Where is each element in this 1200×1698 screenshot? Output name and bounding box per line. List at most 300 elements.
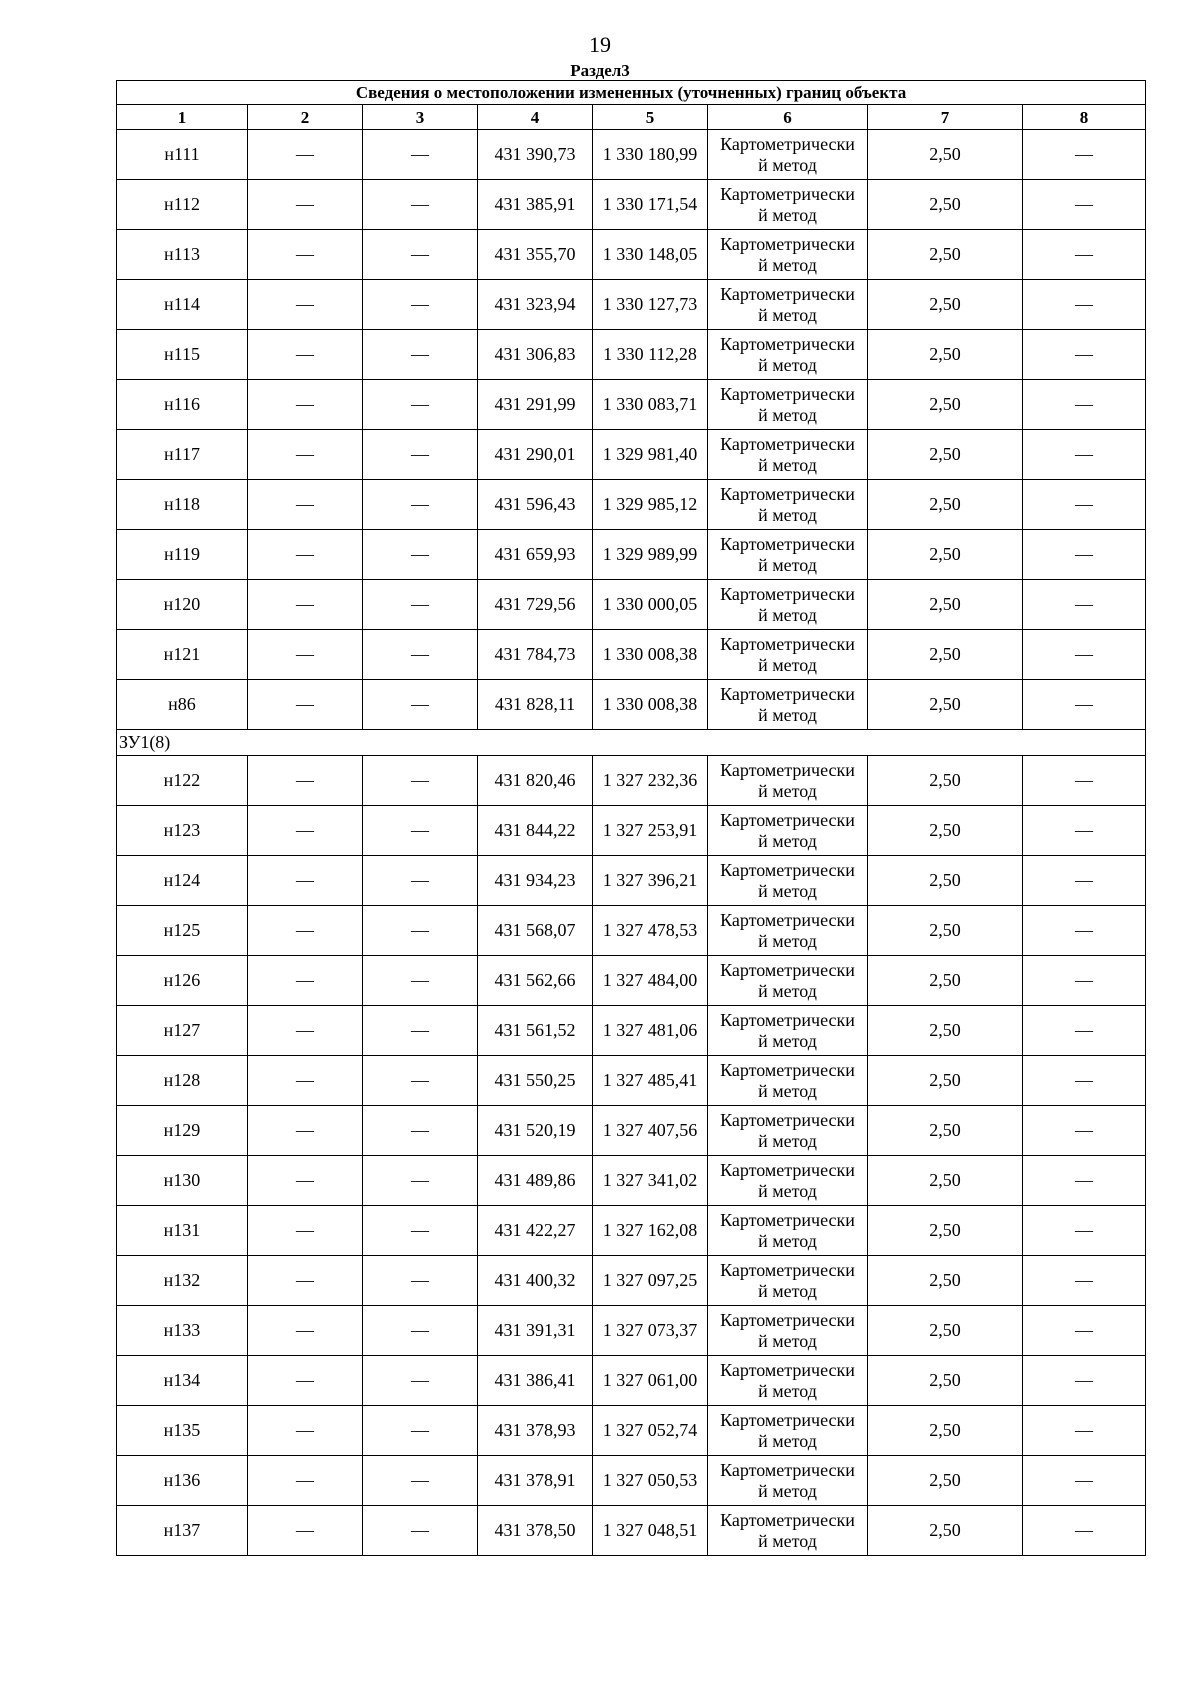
method-text-line1: Картометрически: [720, 1459, 855, 1480]
method-text-line2: й метод: [758, 1230, 817, 1251]
y-coordinate-cell: 1 327 485,41: [593, 1056, 708, 1106]
column-2-cell: —: [248, 530, 363, 580]
accuracy-cell: 2,50: [868, 1406, 1023, 1456]
column-3-cell: —: [363, 130, 478, 180]
table-row: [117, 1106, 1146, 1156]
boundary-points-table: [116, 80, 1146, 1556]
column-2-cell: —: [248, 806, 363, 856]
table-row: [117, 380, 1146, 430]
method-text-line1: Картометрически: [720, 1359, 855, 1380]
column-8-cell: —: [1023, 1256, 1146, 1306]
column-2-cell: —: [248, 756, 363, 806]
table-row: [117, 530, 1146, 580]
column-number: 5: [593, 105, 708, 130]
table-row: [117, 856, 1146, 906]
method-text-line1: Картометрически: [720, 533, 855, 554]
x-coordinate-cell: 431 400,32: [478, 1256, 593, 1306]
y-coordinate-cell: 1 329 985,12: [593, 480, 708, 530]
column-2-cell: —: [248, 906, 363, 956]
group-label-row: [117, 730, 1146, 756]
x-coordinate-cell: 431 520,19: [478, 1106, 593, 1156]
column-8-cell: —: [1023, 580, 1146, 630]
accuracy-cell: 2,50: [868, 956, 1023, 1006]
point-name-cell: н134: [117, 1356, 248, 1406]
column-8-cell: —: [1023, 856, 1146, 906]
column-3-cell: —: [363, 1206, 478, 1256]
point-name-cell: н122: [117, 756, 248, 806]
y-coordinate-cell: 1 330 171,54: [593, 180, 708, 230]
method-text-line2: й метод: [758, 404, 817, 425]
column-2-cell: —: [248, 430, 363, 480]
y-coordinate-cell: 1 330 008,38: [593, 680, 708, 730]
table-row: [117, 1506, 1146, 1556]
method-cell: [708, 330, 868, 380]
method-text-line2: й метод: [758, 930, 817, 951]
point-name-cell: н127: [117, 1006, 248, 1056]
column-number: 2: [248, 105, 363, 130]
method-text-line1: Картометрически: [720, 1209, 855, 1230]
method-cell: [708, 380, 868, 430]
method-text-line2: й метод: [758, 504, 817, 525]
method-text-line2: й метод: [758, 1480, 817, 1501]
method-text-line2: й метод: [758, 1030, 817, 1051]
table-row: [117, 756, 1146, 806]
x-coordinate-cell: 431 659,93: [478, 530, 593, 580]
x-coordinate-cell: 431 422,27: [478, 1206, 593, 1256]
table-caption-row: [117, 81, 1146, 105]
table-row: [117, 1406, 1146, 1456]
column-3-cell: —: [363, 430, 478, 480]
point-name-cell: н112: [117, 180, 248, 230]
point-name-cell: н129: [117, 1106, 248, 1156]
column-2-cell: —: [248, 580, 363, 630]
column-2-cell: —: [248, 1206, 363, 1256]
accuracy-cell: 2,50: [868, 756, 1023, 806]
method-text-line1: Картометрически: [720, 633, 855, 654]
column-8-cell: —: [1023, 130, 1146, 180]
point-name-cell: н116: [117, 380, 248, 430]
accuracy-cell: 2,50: [868, 430, 1023, 480]
method-cell: [708, 580, 868, 630]
column-3-cell: —: [363, 330, 478, 380]
column-8-cell: —: [1023, 806, 1146, 856]
method-cell: [708, 630, 868, 680]
x-coordinate-cell: 431 391,31: [478, 1306, 593, 1356]
method-cell: [708, 1106, 868, 1156]
accuracy-cell: 2,50: [868, 230, 1023, 280]
column-number: 8: [1023, 105, 1146, 130]
method-text-line2: й метод: [758, 830, 817, 851]
method-text-line1: Картометрически: [720, 1509, 855, 1530]
column-3-cell: —: [363, 1306, 478, 1356]
method-text-line2: й метод: [758, 1430, 817, 1451]
column-3-cell: —: [363, 230, 478, 280]
y-coordinate-cell: 1 327 232,36: [593, 756, 708, 806]
x-coordinate-cell: 431 386,41: [478, 1356, 593, 1406]
y-coordinate-cell: 1 330 083,71: [593, 380, 708, 430]
method-text-line2: й метод: [758, 1080, 817, 1101]
column-8-cell: —: [1023, 630, 1146, 680]
accuracy-cell: 2,50: [868, 1206, 1023, 1256]
y-coordinate-cell: 1 327 097,25: [593, 1256, 708, 1306]
accuracy-cell: 2,50: [868, 1506, 1023, 1556]
y-coordinate-cell: 1 329 989,99: [593, 530, 708, 580]
column-2-cell: —: [248, 1056, 363, 1106]
method-text-line2: й метод: [758, 1530, 817, 1551]
column-8-cell: —: [1023, 956, 1146, 1006]
method-text-line1: Картометрически: [720, 433, 855, 454]
accuracy-cell: 2,50: [868, 130, 1023, 180]
column-3-cell: —: [363, 1056, 478, 1106]
point-name-cell: н86: [117, 680, 248, 730]
method-cell: [708, 480, 868, 530]
column-2-cell: —: [248, 230, 363, 280]
x-coordinate-cell: 431 562,66: [478, 956, 593, 1006]
accuracy-cell: 2,50: [868, 1056, 1023, 1106]
column-2-cell: —: [248, 1356, 363, 1406]
table-row: [117, 480, 1146, 530]
point-name-cell: н120: [117, 580, 248, 630]
table-row: [117, 1006, 1146, 1056]
method-cell: [708, 1256, 868, 1306]
method-cell: [708, 430, 868, 480]
table-body: [117, 81, 1146, 1556]
point-name-cell: н137: [117, 1506, 248, 1556]
accuracy-cell: 2,50: [868, 906, 1023, 956]
column-8-cell: —: [1023, 180, 1146, 230]
column-8-cell: —: [1023, 230, 1146, 280]
x-coordinate-cell: 431 290,01: [478, 430, 593, 480]
column-8-cell: —: [1023, 480, 1146, 530]
y-coordinate-cell: 1 330 127,73: [593, 280, 708, 330]
point-name-cell: н123: [117, 806, 248, 856]
accuracy-cell: 2,50: [868, 1256, 1023, 1306]
page-number: 19: [589, 32, 611, 57]
column-2-cell: —: [248, 1006, 363, 1056]
x-coordinate-cell: 431 355,70: [478, 230, 593, 280]
section-title: Раздел3: [570, 61, 630, 80]
method-text-line2: й метод: [758, 154, 817, 175]
table-row: [117, 806, 1146, 856]
column-2-cell: —: [248, 1506, 363, 1556]
x-coordinate-cell: 431 378,50: [478, 1506, 593, 1556]
accuracy-cell: 2,50: [868, 180, 1023, 230]
x-coordinate-cell: 431 323,94: [478, 280, 593, 330]
column-3-cell: —: [363, 480, 478, 530]
column-3-cell: —: [363, 906, 478, 956]
point-name-cell: н126: [117, 956, 248, 1006]
column-3-cell: —: [363, 1106, 478, 1156]
column-8-cell: —: [1023, 1356, 1146, 1406]
accuracy-cell: 2,50: [868, 1356, 1023, 1406]
column-8-cell: —: [1023, 1006, 1146, 1056]
y-coordinate-cell: 1 327 162,08: [593, 1206, 708, 1256]
column-8-cell: —: [1023, 680, 1146, 730]
column-8-cell: —: [1023, 1406, 1146, 1456]
method-text-line2: й метод: [758, 604, 817, 625]
method-cell: [708, 280, 868, 330]
method-text-line2: й метод: [758, 554, 817, 575]
y-coordinate-cell: 1 330 148,05: [593, 230, 708, 280]
method-text-line2: й метод: [758, 1380, 817, 1401]
column-2-cell: —: [248, 1106, 363, 1156]
column-8-cell: —: [1023, 1306, 1146, 1356]
column-8-cell: —: [1023, 1056, 1146, 1106]
column-3-cell: —: [363, 1006, 478, 1056]
y-coordinate-cell: 1 327 073,37: [593, 1306, 708, 1356]
point-name-cell: н117: [117, 430, 248, 480]
y-coordinate-cell: 1 327 407,56: [593, 1106, 708, 1156]
column-number: 3: [363, 105, 478, 130]
accuracy-cell: 2,50: [868, 630, 1023, 680]
method-cell: [708, 1006, 868, 1056]
column-2-cell: —: [248, 1306, 363, 1356]
method-cell: [708, 130, 868, 180]
method-cell: [708, 906, 868, 956]
table-row: [117, 230, 1146, 280]
y-coordinate-cell: 1 330 008,38: [593, 630, 708, 680]
accuracy-cell: 2,50: [868, 680, 1023, 730]
y-coordinate-cell: 1 327 481,06: [593, 1006, 708, 1056]
method-cell: [708, 1406, 868, 1456]
method-text-line1: Картометрически: [720, 483, 855, 504]
y-coordinate-cell: 1 327 061,00: [593, 1356, 708, 1406]
method-cell: [708, 680, 868, 730]
x-coordinate-cell: 431 729,56: [478, 580, 593, 630]
x-coordinate-cell: 431 820,46: [478, 756, 593, 806]
y-coordinate-cell: 1 327 052,74: [593, 1406, 708, 1456]
method-text-line1: Картометрически: [720, 133, 855, 154]
column-3-cell: —: [363, 1456, 478, 1506]
accuracy-cell: 2,50: [868, 480, 1023, 530]
accuracy-cell: 2,50: [868, 806, 1023, 856]
x-coordinate-cell: 431 596,43: [478, 480, 593, 530]
point-name-cell: н125: [117, 906, 248, 956]
table-row: [117, 280, 1146, 330]
method-cell: [708, 956, 868, 1006]
point-name-cell: н124: [117, 856, 248, 906]
column-2-cell: —: [248, 630, 363, 680]
point-name-cell: н118: [117, 480, 248, 530]
table-row: [117, 1056, 1146, 1106]
column-number: 6: [708, 105, 868, 130]
method-text-line1: Картометрически: [720, 383, 855, 404]
column-number: 7: [868, 105, 1023, 130]
method-cell: [708, 1506, 868, 1556]
column-8-cell: —: [1023, 430, 1146, 480]
accuracy-cell: 2,50: [868, 580, 1023, 630]
method-text-line1: Картометрически: [720, 1059, 855, 1080]
accuracy-cell: 2,50: [868, 856, 1023, 906]
y-coordinate-cell: 1 330 000,05: [593, 580, 708, 630]
method-cell: [708, 756, 868, 806]
y-coordinate-cell: 1 327 253,91: [593, 806, 708, 856]
x-coordinate-cell: 431 385,91: [478, 180, 593, 230]
y-coordinate-cell: 1 327 396,21: [593, 856, 708, 906]
x-coordinate-cell: 431 784,73: [478, 630, 593, 680]
method-text-line1: Картометрически: [720, 759, 855, 780]
table-row: [117, 1256, 1146, 1306]
method-text-line1: Картометрически: [720, 1309, 855, 1330]
y-coordinate-cell: 1 330 112,28: [593, 330, 708, 380]
accuracy-cell: 2,50: [868, 1156, 1023, 1206]
accuracy-cell: 2,50: [868, 530, 1023, 580]
method-cell: [708, 530, 868, 580]
method-cell: [708, 806, 868, 856]
column-2-cell: —: [248, 1156, 363, 1206]
x-coordinate-cell: 431 828,11: [478, 680, 593, 730]
method-cell: [708, 1056, 868, 1106]
y-coordinate-cell: 1 330 180,99: [593, 130, 708, 180]
x-coordinate-cell: 431 934,23: [478, 856, 593, 906]
column-8-cell: —: [1023, 906, 1146, 956]
column-2-cell: —: [248, 480, 363, 530]
column-2-cell: —: [248, 280, 363, 330]
x-coordinate-cell: 431 378,93: [478, 1406, 593, 1456]
method-text-line1: Картометрически: [720, 1109, 855, 1130]
table-row: [117, 956, 1146, 1006]
method-text-line1: Картометрически: [720, 959, 855, 980]
column-2-cell: —: [248, 856, 363, 906]
accuracy-cell: 2,50: [868, 1106, 1023, 1156]
table-row: [117, 1356, 1146, 1406]
method-text-line2: й метод: [758, 654, 817, 675]
method-text-line1: Картометрически: [720, 583, 855, 604]
point-name-cell: н133: [117, 1306, 248, 1356]
method-text-line2: й метод: [758, 780, 817, 801]
column-8-cell: —: [1023, 1106, 1146, 1156]
column-8-cell: —: [1023, 1456, 1146, 1506]
method-cell: [708, 180, 868, 230]
y-coordinate-cell: 1 327 048,51: [593, 1506, 708, 1556]
column-2-cell: —: [248, 130, 363, 180]
accuracy-cell: 2,50: [868, 330, 1023, 380]
method-text-line2: й метод: [758, 1180, 817, 1201]
method-text-line2: й метод: [758, 354, 817, 375]
method-cell: [708, 1206, 868, 1256]
column-3-cell: —: [363, 530, 478, 580]
column-2-cell: —: [248, 380, 363, 430]
column-8-cell: —: [1023, 530, 1146, 580]
column-3-cell: —: [363, 1156, 478, 1206]
table-row: [117, 180, 1146, 230]
column-3-cell: —: [363, 756, 478, 806]
column-8-cell: —: [1023, 1506, 1146, 1556]
method-text-line1: Картометрически: [720, 1259, 855, 1280]
method-cell: [708, 1356, 868, 1406]
y-coordinate-cell: 1 327 484,00: [593, 956, 708, 1006]
column-2-cell: —: [248, 1456, 363, 1506]
column-2-cell: —: [248, 1256, 363, 1306]
method-text-line2: й метод: [758, 704, 817, 725]
accuracy-cell: 2,50: [868, 380, 1023, 430]
column-3-cell: —: [363, 1506, 478, 1556]
point-name-cell: н131: [117, 1206, 248, 1256]
table-row: [117, 680, 1146, 730]
x-coordinate-cell: 431 306,83: [478, 330, 593, 380]
point-name-cell: н115: [117, 330, 248, 380]
x-coordinate-cell: 431 489,86: [478, 1156, 593, 1206]
table-row: [117, 1456, 1146, 1506]
y-coordinate-cell: 1 327 050,53: [593, 1456, 708, 1506]
table-row: [117, 1206, 1146, 1256]
table-caption: Сведения о местоположении измененных (уточненных) границ объекта: [117, 81, 1146, 105]
group-label: ЗУ1(8): [117, 730, 1146, 756]
table-row: [117, 1156, 1146, 1206]
method-text-line2: й метод: [758, 454, 817, 475]
accuracy-cell: 2,50: [868, 1306, 1023, 1356]
method-text-line1: Картометрически: [720, 1409, 855, 1430]
column-8-cell: —: [1023, 1156, 1146, 1206]
accuracy-cell: 2,50: [868, 280, 1023, 330]
table-row: [117, 430, 1146, 480]
method-text-line1: Картометрически: [720, 333, 855, 354]
point-name-cell: н121: [117, 630, 248, 680]
point-name-cell: н130: [117, 1156, 248, 1206]
method-text-line1: Картометрически: [720, 1159, 855, 1180]
method-text-line1: Картометрически: [720, 859, 855, 880]
point-name-cell: н111: [117, 130, 248, 180]
column-number: 4: [478, 105, 593, 130]
column-3-cell: —: [363, 956, 478, 1006]
x-coordinate-cell: 431 390,73: [478, 130, 593, 180]
column-3-cell: —: [363, 280, 478, 330]
method-text-line2: й метод: [758, 254, 817, 275]
x-coordinate-cell: 431 550,25: [478, 1056, 593, 1106]
column-2-cell: —: [248, 956, 363, 1006]
method-text-line2: й метод: [758, 1130, 817, 1151]
column-3-cell: —: [363, 1356, 478, 1406]
point-name-cell: н132: [117, 1256, 248, 1306]
point-name-cell: н119: [117, 530, 248, 580]
table-row: [117, 130, 1146, 180]
y-coordinate-cell: 1 327 341,02: [593, 1156, 708, 1206]
method-cell: [708, 856, 868, 906]
point-name-cell: н113: [117, 230, 248, 280]
column-8-cell: —: [1023, 756, 1146, 806]
point-name-cell: н136: [117, 1456, 248, 1506]
point-name-cell: н135: [117, 1406, 248, 1456]
method-text-line1: Картометрически: [720, 183, 855, 204]
method-text-line2: й метод: [758, 304, 817, 325]
method-text-line2: й метод: [758, 1280, 817, 1301]
column-3-cell: —: [363, 680, 478, 730]
method-cell: [708, 1306, 868, 1356]
column-3-cell: —: [363, 580, 478, 630]
x-coordinate-cell: 431 291,99: [478, 380, 593, 430]
method-cell: [708, 230, 868, 280]
method-text-line2: й метод: [758, 980, 817, 1001]
method-text-line1: Картометрически: [720, 233, 855, 254]
table-row: [117, 330, 1146, 380]
column-3-cell: —: [363, 1406, 478, 1456]
method-text-line1: Картометрически: [720, 283, 855, 304]
method-text-line1: Картометрически: [720, 909, 855, 930]
accuracy-cell: 2,50: [868, 1456, 1023, 1506]
method-text-line1: Картометрически: [720, 809, 855, 830]
method-text-line1: Картометрически: [720, 1009, 855, 1030]
column-number: 1: [117, 105, 248, 130]
y-coordinate-cell: 1 329 981,40: [593, 430, 708, 480]
y-coordinate-cell: 1 327 478,53: [593, 906, 708, 956]
table-row: [117, 1306, 1146, 1356]
column-numbers-row: [117, 105, 1146, 130]
x-coordinate-cell: 431 844,22: [478, 806, 593, 856]
x-coordinate-cell: 431 568,07: [478, 906, 593, 956]
table-row: [117, 630, 1146, 680]
column-2-cell: —: [248, 1406, 363, 1456]
method-cell: [708, 1156, 868, 1206]
